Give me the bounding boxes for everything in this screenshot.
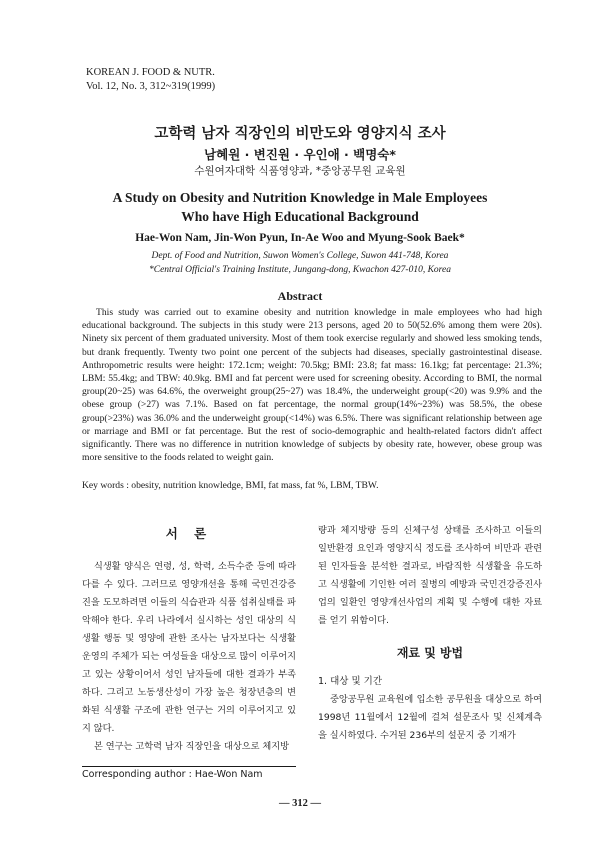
affiliation-line2: *Central Official's Training Institute, Jungang-dong, Kwachon 427-010, Korea — [149, 264, 451, 275]
keywords: Key words : obesity, nutrition knowledge, BMI, fat mass, fat %, LBM, TBW. — [82, 480, 379, 491]
intro-continued-paragraph: 량과 체지방량 등의 신체구성 상태를 조사하고 이들의 일반환경 요인과 영양지식 정도를 조사하여 비만과 관련된 인자들을 분석한 결과로, 바람직한 식생활을 유도하고 식생활에 기인한 여러 질병의 예방과 국민건강증진사업의 일환인 영양개선사업의 계획 및 수행에 대한 자료를 얻기 위함이다. — [318, 525, 542, 626]
intro-paragraph: 본 연구는 고학력 남자 직장인을 대상으로 체지방 — [94, 741, 290, 752]
korean-affiliation: 수원여자대학 식품영양과, *중앙공무원 교육원 — [194, 165, 406, 177]
english-title — [0, 188, 600, 226]
abstract-heading: Abstract — [277, 289, 323, 303]
english-title-line2: Who have High Educational Background — [181, 209, 419, 224]
journal-name: KOREAN J. FOOD & NUTR. — [86, 67, 215, 78]
affiliation-line1: Dept. of Food and Nutrition, Suwon Women's College, Suwon 441-748, Korea — [151, 251, 449, 261]
korean-authors: 남혜원 · 변진원 · 우인애 · 백명숙* — [204, 147, 396, 162]
page-number: — 312 — — [279, 798, 321, 809]
footnote-divider — [82, 766, 296, 767]
section-heading-introduction: 서 론 — [165, 526, 213, 541]
korean-title: 고학력 남자 직장인의 비만도와 영양지식 조사 — [154, 126, 446, 142]
methods-subheading: 1. 대상 및 기간 — [318, 676, 383, 687]
english-title-line1: A Study on Obesity and Nutrition Knowledge in Male Employees — [112, 190, 488, 205]
journal-citation — [86, 66, 215, 94]
english-authors: Hae-Won Nam, Jin-Won Pyun, In-Ae Woo and Myung-Sook Baek* — [135, 232, 465, 244]
english-affiliation — [0, 250, 600, 277]
right-column — [318, 522, 542, 745]
section-heading-methods: 재료 및 방법 — [396, 646, 464, 660]
abstract-text: This study was carried out to examine obesity and nutrition knowledge in male employees who had high educational background. The subjects in this study were 213 persons, aged 20 to 50(52.6% among them were 20s). Ninety six percent of them graduated university. Most of them took exercise regularly and showed less smoking tends, but drank frequently. Twenty two point one percent of the subjects had diseases, specially gastrointestinal disease. Anthropometric results were height: 172.1cm; weight: 70.5kg; BMI: 23.8; fat mass: 16.1kg; fat percentage: 21.3%; LBM: 55.4kg; and TBW: 40.9kg. BMI and fat percent were used for screening obesity. According to BMI, the normal group(20~25) was 64.6%, the overweight group(25~27) was 18.4%, the underweight group(<20) was 9.9% and the obese group (>27) was 7.1%. Based on fat percentage, the normal group(14%~23%) was 58.5%, the obese group(>23%) was 36.0% and the underweight group(<14%) was 6.5%. There was significant relationship between age or marriage and BMI or fat percentage. But the rest of socio-demographic and health-related factors didn't affect significantly. There was no difference in nutrition knowledge of subjects by obesity rate, however, obese group was more sensitive to the foods related to weight gain. — [82, 307, 542, 464]
left-column — [82, 524, 296, 756]
methods-paragraph: 중앙공무원 교육원에 입소한 공무원을 대상으로 하여 1998년 11월에서 12월에 걸쳐 설문조사 및 신체계측을 실시하였다. 수거된 236부의 설문지 중 기재가 — [318, 694, 542, 741]
intro-paragraph: 식생활 양식은 연령, 성, 학력, 소득수준 등에 따라 다를 수 있다. 그러므로 영양개선을 통해 국민건강증진을 도모하려면 이들의 식습관과 식품 섭취실태를 파악해야 한다. 우리 나라에서 실시하는 성인 대상의 식생활 행동 및 영양에 관한 조사는 남자보다는 식생활 운영의 주체가 되는 여성들을 대상으로 많이 이루어지고 있는 상황이어서 성인 남자들에 대한 결과가 부족하다. 그리고 노동생산성이 가장 높은 청장년층의 변화된 식생활 구조에 관한 연구는 거의 이루어지고 있지 않다. — [82, 561, 296, 734]
corresponding-author-footnote: Corresponding author : Hae-Won Nam — [82, 769, 263, 780]
journal-volume: Vol. 12, No. 3, 312~319(1999) — [86, 81, 216, 92]
